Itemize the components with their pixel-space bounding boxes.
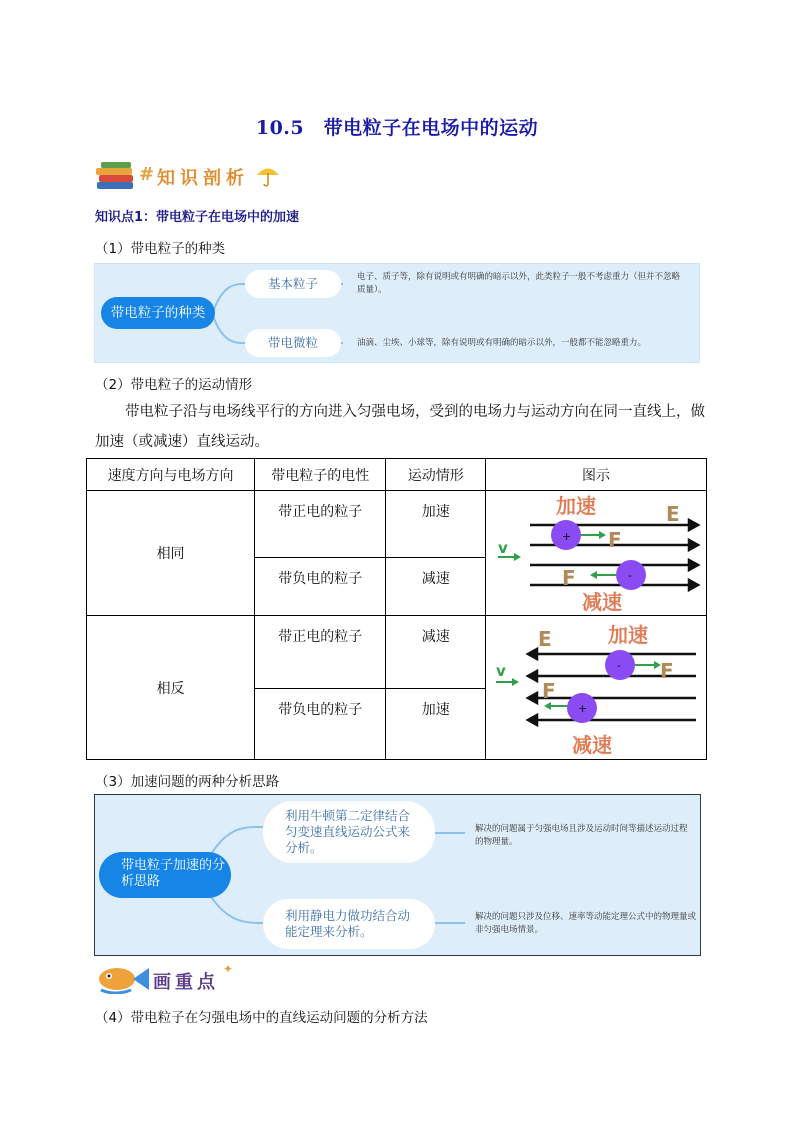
negative-particle-cell: 带负电的粒子 [255, 689, 386, 760]
diagram-same-direction [486, 491, 706, 615]
minus-sign: - [617, 658, 621, 672]
analysis-root: 带电粒子加速的分析思路 [99, 852, 231, 898]
energy-desc: 解决的问题只涉及位移、速率等动能定理公式中的物理量或非匀强电场情景。 [475, 912, 697, 935]
v-label-2: v [496, 661, 506, 680]
motion-table [86, 458, 707, 760]
mindmap-root: 带电粒子的种类 [101, 297, 215, 329]
accel-word: 加速 [556, 494, 596, 518]
positive-particle-cell: 带正电的粒子 [255, 491, 386, 558]
hash-icon: # [139, 164, 155, 185]
branch-energy-method: 利用静电力做功结合动能定理来分析。 [263, 899, 435, 949]
section-4-heading: （4）带电粒子在匀强电场中的直线运动问题的分析方法 [95, 1010, 428, 1026]
sparkle-icon: ✦ [223, 962, 234, 976]
v-label-1: v [498, 539, 508, 557]
header-direction: 速度方向与电场方向 [87, 459, 255, 491]
header-charge: 带电粒子的电性 [255, 459, 386, 491]
figure-same-direction [486, 491, 707, 616]
banner-label: 知识剖析 [157, 168, 249, 189]
section-3-heading: （3）加速问题的两种分析思路 [95, 774, 280, 790]
same-direction-cell: 相同 [87, 491, 255, 616]
basic-particle-desc: 电子、质子等，除有说明或有明确的暗示以外，此类粒子一般不考虑重力（但并不忽略质量）。 [357, 272, 681, 295]
motion-cell: 加速 [386, 491, 486, 558]
knowledge-banner [95, 160, 285, 192]
minus-sign: - [628, 569, 632, 582]
motion-paragraph: 带电粒子沿与电场线平行的方向进入匀强电场，受到的电场力与运动方向在同一直线上，做加速（或减速）直线运动。 [95, 404, 705, 450]
particle-types-mindmap [94, 263, 700, 363]
knowledge-point-1: 知识点1：带电粒子在电场中的加速 [95, 210, 300, 225]
decel-word: 减速 [582, 590, 622, 614]
f-label-2: F [542, 678, 556, 703]
header-figure: 图示 [486, 459, 707, 491]
droplet-desc: 油滴、尘埃、小球等，除有说明或有明确的暗示以外，一般都不能忽略重力。 [357, 338, 647, 348]
motion-cell: 减速 [386, 616, 486, 689]
negative-particle-cell: 带负电的粒子 [255, 558, 386, 616]
branch-charged-droplet: 带电微粒 [245, 329, 341, 357]
branch-newton-method: 利用牛顿第二定律结合匀变速直线运动公式来分析。 [263, 801, 435, 863]
newton-desc: 解决的问题属于匀强电场且涉及运动时间等描述运动过程的物理量。 [475, 824, 688, 847]
accel-word: 加速 [608, 622, 648, 647]
positive-particle-cell: 带正电的粒子 [255, 616, 386, 689]
page-title: 10.5 带电粒子在电场中的运动 [255, 117, 539, 139]
branch-basic-particle: 基本粒子 [245, 270, 341, 298]
key-point-banner [95, 962, 245, 996]
section-1-heading: （1）带电粒子的种类 [95, 241, 226, 257]
books-icon [95, 162, 139, 192]
header-motion: 运动情形 [386, 459, 486, 491]
diagram-opposite-direction [486, 618, 706, 758]
analysis-mindmap [94, 794, 701, 956]
umbrella-icon [255, 164, 281, 188]
banner2-label: 画重点 [153, 972, 219, 993]
figure-opposite-direction [486, 616, 707, 760]
e-label: E [538, 626, 552, 651]
f-label-2: F [562, 566, 576, 590]
f-label-1: F [608, 528, 622, 552]
motion-cell: 加速 [386, 689, 486, 760]
plus-sign: + [578, 701, 588, 715]
section-2-heading: （2）带电粒子的运动情形 [95, 377, 253, 393]
motion-cell: 减速 [386, 558, 486, 616]
e-label: E [666, 502, 680, 526]
plus-sign: + [562, 530, 572, 543]
fish-icon [95, 964, 151, 994]
opposite-direction-cell: 相反 [87, 616, 255, 760]
decel-word: 减速 [572, 732, 612, 757]
f-label-1: F [660, 658, 674, 683]
